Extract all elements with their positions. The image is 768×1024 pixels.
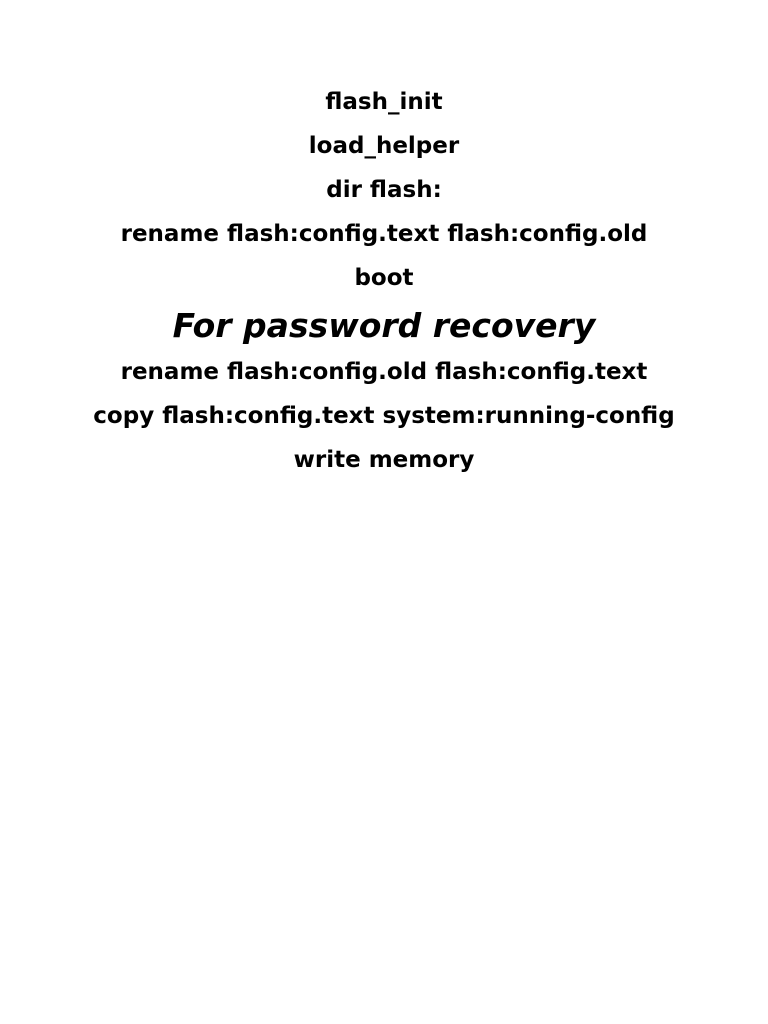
- command-line: rename flash:config.text flash:config.old: [120, 221, 648, 247]
- command-line: rename flash:config.old flash:config.text: [120, 359, 648, 385]
- command-line: copy flash:config.text system:running-config: [93, 403, 675, 429]
- command-line: load_helper: [308, 133, 460, 159]
- command-line: write memory: [293, 447, 475, 473]
- document-body: [90, 86, 678, 488]
- command-line: boot: [354, 265, 414, 291]
- command-line: dir flash:: [326, 177, 442, 203]
- command-line: flash_init: [325, 89, 443, 115]
- section-heading: For password recovery: [172, 306, 596, 345]
